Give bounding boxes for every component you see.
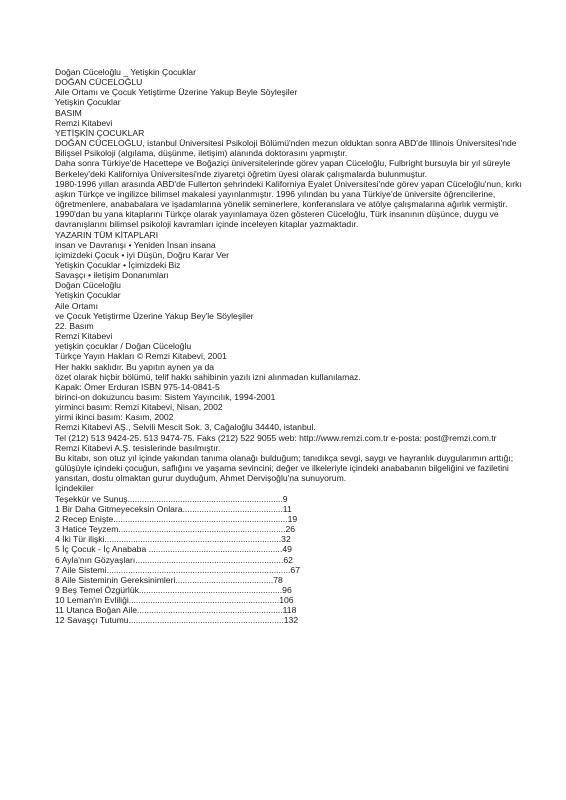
toc-title: İçindekiler <box>55 483 94 494</box>
publisher: Remzi Kitabevi <box>55 117 113 128</box>
subtitle: Aile Ortamı ve Çocuk Yetiştirme Üzerine Yakup Beyle Söyleşiler <box>55 87 298 98</box>
author-name: Doğan Cüceloğlu <box>55 280 121 291</box>
address-line: Remzi Kitabevi AŞ., Selvili Mescit Sok. 3, Cağaloğlu 34440, istanbul. <box>55 422 316 433</box>
bio-paragraph: DOĞAN CÜCELOĞLU, istanbul Üniversitesi Psikoloji Bölümü'nden mezun olduktan sonra ABD'de Illinois Üniversitesi'nde Bilişsel Psikoloji (algılama, düşünme, iletişim) alanında doktorasını yapmıştır. <box>55 138 517 159</box>
toc-row: 7 Aile Sistemi.............................................................................67 <box>55 564 300 575</box>
edition-label: BASIM <box>55 107 82 118</box>
table-of-contents <box>55 494 535 626</box>
toc-row: 3 Hatice Teyzem......................................................................26 <box>55 524 296 535</box>
toc-row: 6 Ayla'nın Gözyaşları..............................................................62 <box>55 554 293 565</box>
bio-paragraph: 1990'dan bu yana kitaplarını Türkçe olarak yayınlamaya özen gösteren Cüceloğlu, Türk insanının düşünce, duygu ve davranışlarını bilimsel psikoloji kavramları içinde inceleyen kitaplar yazmaktadır. <box>55 209 499 230</box>
book-title: Yetişkin Çocuklar <box>55 290 121 301</box>
book-list-line: insan ve Davranışı • Yeniden İnsan insana <box>55 239 216 250</box>
printed-by-line: Remzi Kitabevi A.Ş. tesislerinde basılmıştır. <box>55 442 221 453</box>
toc-row: 8 Aile Sisteminin Gereksinimleri.........................................78 <box>55 574 283 585</box>
toc-row: 9 Beş Temel Özgürlük............................................................96 <box>55 584 292 595</box>
header-line: Doğan Cüceloğlu _ Yetişkin Çocuklar <box>55 67 196 77</box>
subtitle-line: ve Çocuk Yetiştirme Üzerine Yakup Bey'le Söyleşiler <box>55 310 254 321</box>
bio-paragraph: 1980-1996 yılları arasında ABD'de Fullerton şehrindeki Kaliforniya Eyalet Üniversitesi'nde görev yapan Cüceloğlu'nun, kırkı aşkın Türkçe ve ingilizce bilimsel makalesi yayınlanmıştır. 1996 yılından bu yana Türkiye'de üniversite öğrencilerine, öğretmenlere, anababalara ve işadamlarına yönelik seminerlere, konferanslara ve atölye çalışmalarına ağırlık vermiştir. <box>55 178 522 210</box>
dedication-paragraph: Bu kitabı, son otuz yıl içinde yakından tanıma olanağı bulduğum; tanıdıkça sevgi, saygı ve hayranlık duygularımın arttığı; gülüşüyle içindeki çocuğun, saflığını ve yaşama sevincini; değer ve ilkeleriyle içindeki anababanın bilgeliğini ve faziletini yansıtan, dostu olmaktan gurur duyduğum, Ahmet Dervişoğlu'na sunuyorum. <box>55 452 514 484</box>
toc-row: Teşekkür ve Sunuş.................................................................9 <box>55 493 288 504</box>
subtitle-line: Aile Ortamı <box>55 300 98 311</box>
book-list-line: Yetişkin Çocuklar • İçimizdeki Biz <box>55 259 181 270</box>
print-history-line: birinci-on dokuzuncu basım: Sistem Yayıncılık, 1994-2001 <box>55 392 276 402</box>
rights-line: özet olarak hiçbir bölümü, telif hakkı sahibinin yazılı izni alınmadan kullanılamaz. <box>55 371 361 382</box>
copyright-line: Türkçe Yayın Hakları © Remzi Kitabevi, 2001 <box>55 351 227 362</box>
all-books-heading: YAZARIN TÜM KİTAPLARI <box>55 229 159 240</box>
toc-row: 1 Bir Daha Gitmeyeceksin Onlara..........................................11 <box>55 503 292 514</box>
contact-line: Tel (212) 513 9424-25. 513 9474-75. Faks (212) 522 9055 web: http://www.remzi.com.tr e-posta: post@remzi.com.tr <box>55 432 497 443</box>
book-title: Yetişkin Çocuklar <box>55 97 121 108</box>
publisher: Remzi Kitabevi <box>55 331 113 342</box>
bio-paragraph: Daha sonra Türkiye'de Hacettepe ve Boğaziçi üniversitelerinde görev yapan Cüceloğlu, Fulbright bursuyla bir yıl süreyle Berkeley'deki Kaliforniya Üniversitesi'nde ziyaretçi öğretim üyesi olarak çalışmalarda bulunmuştur. <box>55 158 511 179</box>
page-content <box>55 67 535 626</box>
toc-row: 2 Recep Enişte.........................................................................19 <box>55 513 298 524</box>
toc-row: 4 İki Tür ilişki..........................................................................32 <box>55 534 291 545</box>
book-list-line: Savaşçı • iletişim Donanımları <box>55 270 169 281</box>
book-title-caps: YETİŞKİN ÇOCUKLAR <box>55 127 145 138</box>
author-name-caps: DOĞAN CÜCELOĞLU <box>55 77 143 88</box>
cover-isbn-line: Kapak: Ömer Erduran ISBN 975-14-0841-5 <box>55 381 220 392</box>
book-list-line: içimizdeki Çocuk • iyi Düşün, Doğru Karar Ver <box>55 249 229 260</box>
toc-row: 12 Savaşçı Tutumu.................................................................132 <box>55 615 299 626</box>
edition-number: 22. Basım <box>55 320 94 331</box>
toc-row: 5 İç Çocuk - İç Anababa ........................................................49 <box>55 544 292 555</box>
catalog-entry: yetişkin çocuklar / Doğan Cüceloğlu <box>55 341 192 352</box>
toc-row: 11 Utanca Boğan Aile.............................................................118 <box>55 605 297 616</box>
print-history-line: yirminci basım: Remzi Kitabevi, Nisan, 2002 <box>55 402 223 413</box>
rights-line: Her hakkı saklıdır. Bu yapıtın aynen ya da <box>55 361 215 372</box>
toc-row: 10 Leman'ın Evliliği...............................................................106 <box>55 595 294 606</box>
print-history-line: yirmi ikinci basım: Kasım, 2002 <box>55 412 174 423</box>
